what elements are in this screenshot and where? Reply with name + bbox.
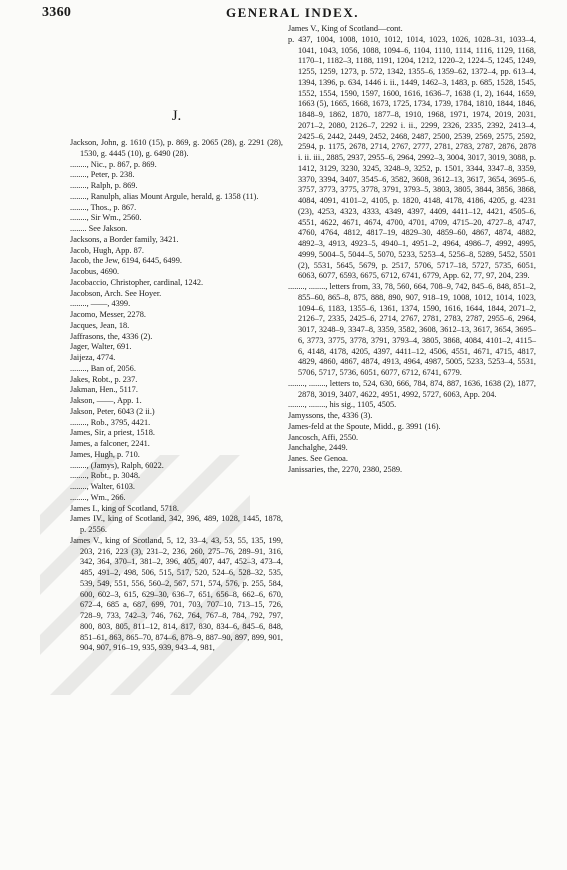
index-entry: ........, ——, 4399. [70,299,131,309]
index-entry: Jacobaccio, Christopher, cardinal, 1242. [70,277,204,287]
index-entry: Jacob, the Jew, 6194, 6445, 6499. [70,256,182,266]
index-entry: James, Hugh, p. 710. [70,449,140,459]
index-entry: ........, Robt., p. 3048. [70,471,141,481]
index-entry: ........, Nic., p. 867, p. 869. [70,159,157,169]
index-entry: ........, ........, letters to, 524, 630, 666, 784, 874, 887, 1636, 1638 (2), 1877, 2878, 3019, 3407, 4622, 4951, 4992, 5727, 6063, App. 204. [288,378,536,399]
index-entry: James, a falconer, 2241. [70,439,150,448]
index-entry: James V., King of Scotland—cont. [288,24,403,33]
index-entry: ........, Ban of, 2056. [70,363,136,373]
page-number: 3360 [42,5,72,20]
index-entry: Jacksons, a Border family, 3421. [70,234,179,244]
index-entry: Jacob, Hugh, App. 87. [70,245,144,255]
index-entry: Jacomo, Messer, 2278. [70,310,146,319]
index-entry: Jancosch, Affi, 2550. [288,432,359,442]
index-entry: Jaffrasons, the, 4336 (2). [70,331,153,341]
index-entry: Jakson, ——, App. 1. [70,396,142,405]
index-entry: Jakes, Robt., p. 237. [70,374,138,384]
right-entry-list [288,24,536,476]
index-entry: ........, Ralph, p. 869. [70,181,138,190]
index-entry: ........ See Jakson. [70,224,128,233]
index-entry: James-feld at the Spoute, Midd., g. 3991 (16). [288,421,441,431]
index-entry: James I., king of Scotland, 5718. [70,503,179,513]
index-entry: ........, Thos., p. 867. [70,202,137,212]
index-entry: ........, Wm., 266. [70,492,126,502]
index-entry: Jacques, Jean, 18. [70,320,130,330]
index-entry: p. 437, 1004, 1008, 1010, 1012, 1014, 1023, 1026, 1028–31, 1033–4, 1041, 1043, 1056, 1088, 1094–6, 1104, 1110, 1114, 1116, 1129, 1168, 1170–1, 1182–3, 1188, 1191, 1204, 1212, 1220–2, 1224–5, 1245, 1249, 1255, 1259, 1273, p. 572, 1342, 1355–6, 1359–62, 1372–4, pp. 613–4, 1394, 1396, p. 634, 1446 i. ii., 1449, 1462–3, 1483, p. 685, 1528, 1545, 1552, 1554, 1590, 1597, 1600, 1616, 1636–7, 1638 (1, 2), 1644, 1659, 1663 (5), 1665, 1668, 1673, 1725, 1734, 1739, 1784, 1810, 1844, 1846, 1848–9, 1862, 1870, 1877–8, 1910, 1968, 1971, 1974, 2019, 2031, 2071–2, 2080, 2126–7, 2292 i. ii., 2299, 2326, 2335, 2392, 2413–4, 2425–6, 2442, 2449, 2452, 2468, 2487, 2500, 2539, 2569, 2575, 2592, 2594, p. 1175, 2678, 2714, 2767, 2777, 2781, 2783, 2787, 2876, 2878 i. ii. iii., 2885, 2937, 2955–6, 2964, 2992–3, 3004, 3017, 3019, 3088, p. 1412, 3129, 3230, 3245, 3248–9, 3252, p. 1501, 3344, 3347–8, 3359, 3370, 3394, 3407, 3545–6, 3582, 3608, 3612–13, 3617, 3654, 3695–6, 3757, 3773, 3775, 3778, 3791, 3793–5, 3803, 3805, 3844, 3856, 3868, 4084, 4091, 4101–2, 4105, p. 1820, 4148, 4178, 4186, 4205, g. 4231 (23), 4253, 4323, 4333, 4349, 4397, 4409, 4411–12, 4421, 4505–6, 4551, 4622, 4671, 4674, 4700, 4701, 4709, 4715–20, 4727–8, 4747, 4760, 4764, 4812, 4817–19, 4829–30, 4859–60, 4867, 4874, 4882, 4892–3, 4913, 4923–5, 4940–1, 4951–2, 4964, 4986–7, 4992, 4995, 4999, 5004–5, 5044–5, 5070, 5233, 5253–4, 5256–8, 5289, 5452, 5501 (2), 5531, 5645, 5679, p. 2517, 5706, 5717–18, 5727, 5735, 6051, 6063, 6077, 6593, 6675, 6712, 6741, 6779, App. 62, 77, 97, 204, 239. [288,34,536,281]
index-entry: ........, Walter, 6103. [70,482,135,491]
left-column [70,24,283,654]
index-entry: ........, Sir Wm., 2560. [70,213,142,223]
page-title: GENERAL INDEX. [226,5,359,20]
left-entry-list [70,138,283,654]
index-entry: Jackson, John, g. 1610 (15), p. 869, g. 2065 (28), g. 2291 (28), 1530, g. 4445 (10), g. 6490 (28). [70,138,283,158]
index-entry: ........, Rob., 3795, 4421. [70,417,151,427]
index-entry: Jacobson, Arch. See Hoyer. [70,288,162,298]
index-entry: Jamyssons, the, 4336 (3). [288,411,373,420]
index-entry: Janchalghe, 2449. [288,443,348,453]
index-entry: ........, ........, his sig., 1105, 4505. [288,400,397,410]
index-entry: Jakman, Hen., 5117. [70,385,138,395]
index-entry: James V., king of Scotland, 5, 12, 33–4, 43, 53, 55, 135, 199, 203, 216, 223 (3), 231–2, 236, 260, 275–76, 289–91, 316, 342, 364, 370–1, 381–2, 396, 405, 407, 447, 452–3, 473–4, 485, 491–2, 498, 506, 515, 517, 520, 524–6, 528–32, 535, 539, 549, 551, 556, 560–2, 567, 571, 574, 576, p. 255, 584, 600, 602–3, 615, 629–30, 636–7, 651, 656–8, 662–6, 670, 672–4, 685 a, 687, 699, 701, 703, 707–10, 713–15, 726, 728–9, 733, 742–3, 746, 762, 764, 767–8, 784, 792, 797, 800, 803, 805, 811–12, 814, 817, 830, 834–6, 845–6, 848, 851–61, 863, 865–70, 874–6, 878–9, 887–90, 897, 899, 901, 904, 907, 916–19, 935, 939, 943–4, 981, [70,535,283,653]
index-entry: Jaijeza, 4774. [70,353,116,362]
index-entry: Jacobus, 4690. [70,267,120,276]
index-entry: Janissaries, the, 2270, 2380, 2589. [288,464,403,474]
page-header [42,5,543,23]
index-entry: Jakson, Peter, 6043 (2 ii.) [70,406,155,416]
index-entry: Jager, Walter, 691. [70,342,132,352]
index-entry: ........, Peter, p. 238. [70,170,135,180]
index-entry: ........, Ranulph, alias Mount Argule, herald, g. 1358 (11). [70,191,259,201]
index-entry: James, Sir, a priest, 1518. [70,428,155,438]
index-entry: ........, ........, letters from, 33, 78, 560, 664, 708–9, 742, 845–6, 848, 851–2, 855–60, 865–8, 875, 888, 890, 907, 918–19, 1008, 1012, 1014, 1023, 1094–6, 1183, 1355–6, 1361, 1374, 1590, 1616, 1644, 1844, 2071–2, 2126–7, 2335, 2425–6, 2714, 2767, 2781, 2783, 2787, 2955–6, 2964, 3017, 3248–9, 3347–8, 3359, 3582, 3608, 3612–13, 3617, 3654, 3695–6, 3773, 3775, 3778, 3791, 3793–4, 3805, 3868, 4084, 4101–2, 4115–6, 4148, 4178, 4205, 4397, 4411–12, 4506, 4551, 4671, 4715, 4817, 4829, 4860, 4867, 4874, 4913, 4964, 4987, 5005, 5233, 5253–4, 5531, 5706, 5717, 5736, 6051, 6077, 6712, 6741, 6779. [288,282,536,377]
right-column [288,24,536,476]
section-letter: J. [171,108,182,124]
index-entry: James IV., king of Scotland, 342, 396, 489, 1028, 1445, 1878, p. 2556. [70,514,283,534]
index-entry: ........, (Jamys), Ralph, 6022. [70,460,164,470]
index-entry: Janes. See Genoa. [288,454,348,463]
